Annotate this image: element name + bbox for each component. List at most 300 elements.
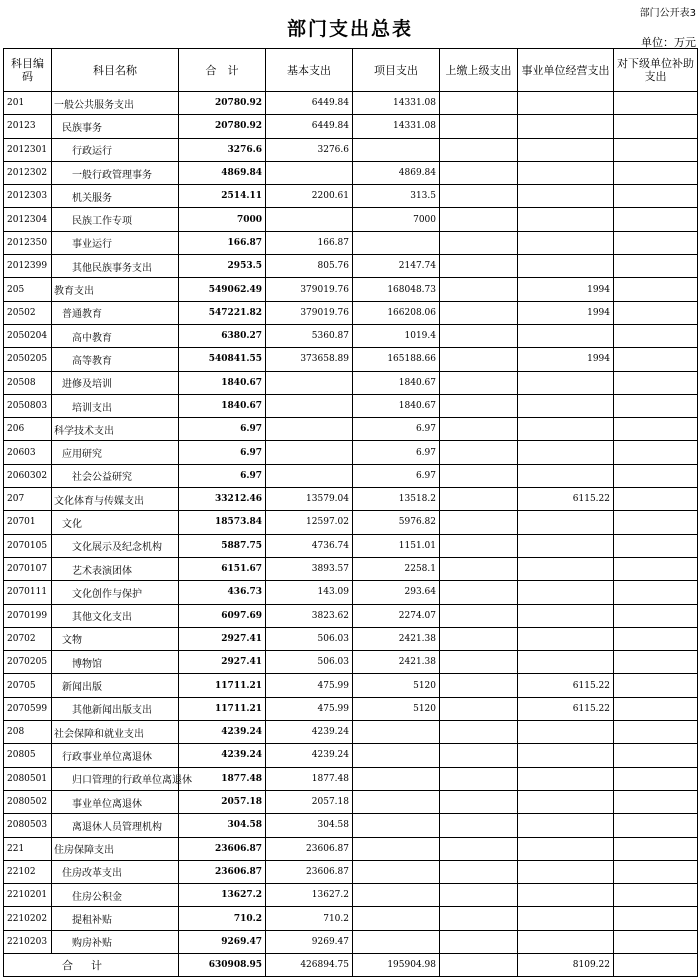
row-basic: 4239.24 [266, 721, 353, 744]
row-code: 2050205 [4, 348, 52, 371]
row-business: 6115.22 [518, 674, 614, 697]
row-subsidy [614, 92, 698, 115]
row-project: 166208.06 [353, 301, 440, 324]
row-name: 文化展示及纪念机构 [52, 534, 179, 557]
row-business: 6115.22 [518, 697, 614, 720]
table-row [4, 860, 698, 883]
row-name: 其他新闻出版支出 [52, 697, 179, 720]
table-row [4, 557, 698, 580]
row-name: 民族工作专项 [52, 208, 179, 231]
row-name: 普通教育 [52, 301, 179, 324]
row-code: 22102 [4, 860, 52, 883]
row-basic: 23606.87 [266, 860, 353, 883]
row-upper [440, 674, 518, 697]
header-total: 合 计 [179, 49, 266, 92]
row-basic: 304.58 [266, 814, 353, 837]
row-business [518, 231, 614, 254]
row-name: 民族事务 [52, 115, 179, 138]
row-upper [440, 208, 518, 231]
row-name: 住房改革支出 [52, 860, 179, 883]
row-upper [440, 790, 518, 813]
table-row [4, 930, 698, 953]
row-upper [440, 488, 518, 511]
row-subsidy [614, 744, 698, 767]
row-name: 文物 [52, 627, 179, 650]
header-business: 事业单位经营支出 [518, 49, 614, 92]
row-subsidy [614, 371, 698, 394]
row-total: 11711.21 [179, 697, 266, 720]
row-code: 2070107 [4, 557, 52, 580]
row-upper [440, 301, 518, 324]
header-upper: 上缴上级支出 [440, 49, 518, 92]
row-subsidy [614, 557, 698, 580]
row-subsidy [614, 814, 698, 837]
row-total: 1840.67 [179, 371, 266, 394]
row-basic: 9269.47 [266, 930, 353, 953]
row-basic: 3276.6 [266, 138, 353, 161]
row-code: 20702 [4, 627, 52, 650]
row-name: 文化 [52, 511, 179, 534]
row-project: 5976.82 [353, 511, 440, 534]
table-row [4, 790, 698, 813]
row-project: 2421.38 [353, 627, 440, 650]
row-business: 1994 [518, 278, 614, 301]
row-upper [440, 581, 518, 604]
table-row [4, 92, 698, 115]
row-total: 7000 [179, 208, 266, 231]
row-subsidy [614, 255, 698, 278]
row-code: 2050204 [4, 324, 52, 347]
row-basic: 379019.76 [266, 301, 353, 324]
row-name: 社会公益研究 [52, 464, 179, 487]
row-subsidy [614, 301, 698, 324]
row-upper [440, 115, 518, 138]
sum-project: 195904.98 [353, 953, 440, 976]
row-project [353, 231, 440, 254]
row-name: 教育支出 [52, 278, 179, 301]
row-project [353, 860, 440, 883]
row-upper [440, 278, 518, 301]
row-business [518, 930, 614, 953]
table-row [4, 627, 698, 650]
row-total: 304.58 [179, 814, 266, 837]
row-code: 2012303 [4, 185, 52, 208]
row-total: 1877.48 [179, 767, 266, 790]
row-subsidy [614, 511, 698, 534]
row-name: 文化体育与传媒支出 [52, 488, 179, 511]
row-basic: 5360.87 [266, 324, 353, 347]
row-basic: 143.09 [266, 581, 353, 604]
table-row [4, 348, 698, 371]
row-upper [440, 441, 518, 464]
row-basic: 3893.57 [266, 557, 353, 580]
row-total: 4239.24 [179, 744, 266, 767]
table-row [4, 511, 698, 534]
table-row [4, 161, 698, 184]
row-upper [440, 394, 518, 417]
row-code: 206 [4, 418, 52, 441]
row-project [353, 907, 440, 930]
row-basic: 2200.61 [266, 185, 353, 208]
row-upper [440, 161, 518, 184]
row-name: 应用研究 [52, 441, 179, 464]
table-row [4, 301, 698, 324]
row-business [518, 185, 614, 208]
row-total: 1840.67 [179, 394, 266, 417]
row-subsidy [614, 348, 698, 371]
row-project [353, 721, 440, 744]
row-subsidy [614, 278, 698, 301]
row-total: 18573.84 [179, 511, 266, 534]
row-total: 6.97 [179, 418, 266, 441]
row-code: 205 [4, 278, 52, 301]
row-upper [440, 930, 518, 953]
row-project [353, 814, 440, 837]
table-row [4, 278, 698, 301]
row-total: 23606.87 [179, 837, 266, 860]
table-row [4, 138, 698, 161]
row-business [518, 418, 614, 441]
row-upper [440, 884, 518, 907]
row-subsidy [614, 907, 698, 930]
row-business [518, 138, 614, 161]
row-total: 2927.41 [179, 651, 266, 674]
expenditure-table [3, 48, 698, 977]
row-basic: 3823.62 [266, 604, 353, 627]
row-code: 2012301 [4, 138, 52, 161]
row-basic [266, 161, 353, 184]
row-total: 23606.87 [179, 860, 266, 883]
row-total: 547221.82 [179, 301, 266, 324]
row-name: 住房保障支出 [52, 837, 179, 860]
form-number: 部门公开表3 [639, 8, 696, 19]
row-name: 归口管理的行政单位离退休 [52, 767, 179, 790]
table-body [4, 92, 698, 977]
row-project: 1840.67 [353, 371, 440, 394]
row-total: 710.2 [179, 907, 266, 930]
row-upper [440, 255, 518, 278]
sum-row [4, 953, 698, 976]
row-business [518, 511, 614, 534]
row-total: 9269.47 [179, 930, 266, 953]
row-basic: 6449.84 [266, 115, 353, 138]
table-row [4, 721, 698, 744]
row-upper [440, 697, 518, 720]
row-name: 一般行政管理事务 [52, 161, 179, 184]
table-row [4, 394, 698, 417]
row-business: 6115.22 [518, 488, 614, 511]
row-code: 2012350 [4, 231, 52, 254]
row-project [353, 884, 440, 907]
row-total: 549062.49 [179, 278, 266, 301]
row-upper [440, 604, 518, 627]
row-code: 20705 [4, 674, 52, 697]
table-row [4, 907, 698, 930]
row-code: 221 [4, 837, 52, 860]
row-code: 2012302 [4, 161, 52, 184]
row-project: 168048.73 [353, 278, 440, 301]
row-business [518, 464, 614, 487]
row-subsidy [614, 441, 698, 464]
row-code: 20508 [4, 371, 52, 394]
row-upper [440, 231, 518, 254]
table-row [4, 208, 698, 231]
row-name: 事业单位离退休 [52, 790, 179, 813]
row-subsidy [614, 884, 698, 907]
table-row [4, 255, 698, 278]
table-row [4, 418, 698, 441]
sum-subsidy [614, 953, 698, 976]
row-basic: 13627.2 [266, 884, 353, 907]
row-subsidy [614, 674, 698, 697]
row-basic: 710.2 [266, 907, 353, 930]
row-business [518, 814, 614, 837]
table-row [4, 604, 698, 627]
table-row [4, 837, 698, 860]
row-total: 2057.18 [179, 790, 266, 813]
row-subsidy [614, 721, 698, 744]
row-subsidy [614, 697, 698, 720]
row-subsidy [614, 231, 698, 254]
row-code: 207 [4, 488, 52, 511]
row-upper [440, 627, 518, 650]
row-code: 2070205 [4, 651, 52, 674]
row-subsidy [614, 767, 698, 790]
row-upper [440, 464, 518, 487]
row-code: 2210202 [4, 907, 52, 930]
row-name: 提租补贴 [52, 907, 179, 930]
table-row [4, 697, 698, 720]
row-name: 社会保障和就业支出 [52, 721, 179, 744]
row-total: 166.87 [179, 231, 266, 254]
row-name: 其他民族事务支出 [52, 255, 179, 278]
row-code: 2080503 [4, 814, 52, 837]
row-business [518, 557, 614, 580]
row-business [518, 92, 614, 115]
row-project: 2274.07 [353, 604, 440, 627]
table-row [4, 185, 698, 208]
row-business [518, 324, 614, 347]
row-business [518, 581, 614, 604]
row-project: 1019.4 [353, 324, 440, 347]
row-code: 201 [4, 92, 52, 115]
row-basic: 13579.04 [266, 488, 353, 511]
row-subsidy [614, 837, 698, 860]
row-subsidy [614, 185, 698, 208]
row-name: 其他文化支出 [52, 604, 179, 627]
row-total: 6.97 [179, 464, 266, 487]
table-row [4, 464, 698, 487]
row-upper [440, 557, 518, 580]
row-subsidy [614, 418, 698, 441]
row-business [518, 371, 614, 394]
row-business [518, 744, 614, 767]
row-total: 6380.27 [179, 324, 266, 347]
row-project: 7000 [353, 208, 440, 231]
row-name: 新闻出版 [52, 674, 179, 697]
row-basic: 4736.74 [266, 534, 353, 557]
row-subsidy [614, 394, 698, 417]
row-project: 6.97 [353, 441, 440, 464]
row-basic: 805.76 [266, 255, 353, 278]
row-total: 20780.92 [179, 115, 266, 138]
row-project: 13518.2 [353, 488, 440, 511]
row-business [518, 907, 614, 930]
row-basic: 506.03 [266, 627, 353, 650]
row-business [518, 115, 614, 138]
row-name: 培训支出 [52, 394, 179, 417]
row-basic [266, 394, 353, 417]
row-name: 住房公积金 [52, 884, 179, 907]
row-name: 机关服务 [52, 185, 179, 208]
row-total: 13627.2 [179, 884, 266, 907]
row-upper [440, 92, 518, 115]
row-subsidy [614, 860, 698, 883]
sum-basic: 426894.75 [266, 953, 353, 976]
row-business [518, 161, 614, 184]
row-name: 一般公共服务支出 [52, 92, 179, 115]
row-project: 14331.08 [353, 115, 440, 138]
row-subsidy [614, 138, 698, 161]
row-code: 2070199 [4, 604, 52, 627]
row-project [353, 790, 440, 813]
table-row [4, 884, 698, 907]
row-upper [440, 767, 518, 790]
row-upper [440, 651, 518, 674]
row-total: 2927.41 [179, 627, 266, 650]
header-code: 科目编码 [4, 49, 52, 92]
row-subsidy [614, 324, 698, 347]
header-subsidy: 对下级单位补助支出 [614, 49, 698, 92]
row-basic: 379019.76 [266, 278, 353, 301]
row-upper [440, 138, 518, 161]
row-business [518, 394, 614, 417]
row-business [518, 884, 614, 907]
row-subsidy [614, 161, 698, 184]
row-project: 2147.74 [353, 255, 440, 278]
row-upper [440, 907, 518, 930]
row-code: 2012304 [4, 208, 52, 231]
row-business [518, 651, 614, 674]
row-basic: 6449.84 [266, 92, 353, 115]
table-header-row [4, 49, 698, 92]
row-subsidy [614, 534, 698, 557]
table-row [4, 324, 698, 347]
row-code: 2210201 [4, 884, 52, 907]
table-row [4, 767, 698, 790]
row-code: 20502 [4, 301, 52, 324]
table-row [4, 115, 698, 138]
row-upper [440, 814, 518, 837]
row-code: 2210203 [4, 930, 52, 953]
table-row [4, 744, 698, 767]
row-basic: 12597.02 [266, 511, 353, 534]
row-upper [440, 837, 518, 860]
row-upper [440, 721, 518, 744]
row-code: 20805 [4, 744, 52, 767]
row-project: 293.64 [353, 581, 440, 604]
table-row [4, 231, 698, 254]
row-basic: 4239.24 [266, 744, 353, 767]
header-project: 项目支出 [353, 49, 440, 92]
row-code: 2080501 [4, 767, 52, 790]
row-upper [440, 511, 518, 534]
row-project [353, 767, 440, 790]
row-project: 5120 [353, 674, 440, 697]
row-name: 高等教育 [52, 348, 179, 371]
header-name: 科目名称 [52, 49, 179, 92]
row-total: 2953.5 [179, 255, 266, 278]
row-upper [440, 371, 518, 394]
row-subsidy [614, 790, 698, 813]
row-business [518, 208, 614, 231]
row-project: 5120 [353, 697, 440, 720]
row-name: 购房补贴 [52, 930, 179, 953]
row-code: 20123 [4, 115, 52, 138]
row-subsidy [614, 627, 698, 650]
row-business [518, 860, 614, 883]
row-basic: 2057.18 [266, 790, 353, 813]
row-business [518, 441, 614, 464]
table-row [4, 534, 698, 557]
row-subsidy [614, 208, 698, 231]
row-business [518, 604, 614, 627]
row-business [518, 627, 614, 650]
row-project: 6.97 [353, 418, 440, 441]
row-basic: 475.99 [266, 697, 353, 720]
row-name: 事业运行 [52, 231, 179, 254]
row-code: 2070105 [4, 534, 52, 557]
row-total: 33212.46 [179, 488, 266, 511]
row-name: 文化创作与保护 [52, 581, 179, 604]
row-code: 20603 [4, 441, 52, 464]
row-business [518, 837, 614, 860]
row-upper [440, 534, 518, 557]
row-subsidy [614, 581, 698, 604]
row-basic: 506.03 [266, 651, 353, 674]
row-basic [266, 441, 353, 464]
row-subsidy [614, 115, 698, 138]
row-business [518, 721, 614, 744]
row-total: 2514.11 [179, 185, 266, 208]
row-project: 1840.67 [353, 394, 440, 417]
row-basic [266, 418, 353, 441]
row-basic: 475.99 [266, 674, 353, 697]
table-row [4, 651, 698, 674]
row-project: 313.5 [353, 185, 440, 208]
row-total: 6.97 [179, 441, 266, 464]
row-code: 2012399 [4, 255, 52, 278]
row-total: 11711.21 [179, 674, 266, 697]
row-subsidy [614, 464, 698, 487]
row-basic [266, 371, 353, 394]
row-business [518, 767, 614, 790]
row-project: 14331.08 [353, 92, 440, 115]
unit-label: 单位：万元 [641, 36, 696, 49]
row-basic [266, 208, 353, 231]
row-upper [440, 744, 518, 767]
row-name: 科学技术支出 [52, 418, 179, 441]
row-name: 博物馆 [52, 651, 179, 674]
row-code: 2050803 [4, 394, 52, 417]
row-project [353, 138, 440, 161]
row-project: 6.97 [353, 464, 440, 487]
row-name: 进修及培训 [52, 371, 179, 394]
row-upper [440, 324, 518, 347]
row-total: 6097.69 [179, 604, 266, 627]
table-row [4, 441, 698, 464]
row-subsidy [614, 651, 698, 674]
